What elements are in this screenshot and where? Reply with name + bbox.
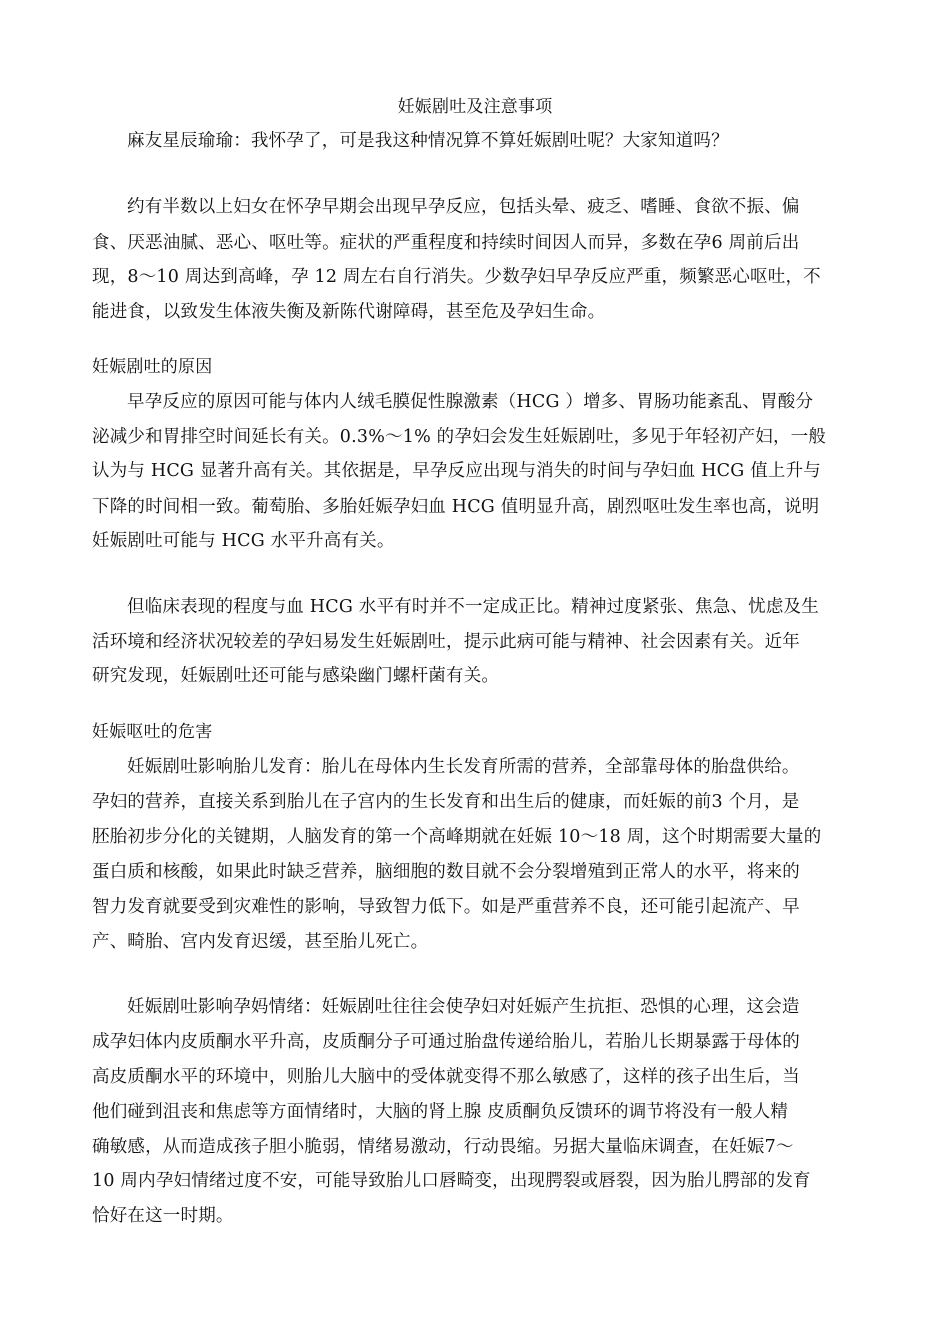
causes-para2-line: 活环境和经济状况较差的孕妇易发生妊娠剧吐，提示此病可能与精神、社会因素有关。近年 (92, 632, 800, 652)
harm-para2-line: 高皮质酮水平的环境中，则胎儿大脑中的受体就变得不那么敏感了，这样的孩子出生后，当 (92, 1067, 800, 1087)
causes-para2-line: 研究发现，妊娠剧吐还可能与感染幽门螺杆菌有关。 (92, 666, 500, 686)
harm-para2-line: 10 周内孕妇情绪过度不安，可能导致胎儿口唇畸变，出现腭裂或唇裂，因为胎儿腭部的发育 (92, 1171, 811, 1191)
harm-para1-line: 胚胎初步分化的关键期，人脑发育的第一个高峰期就在妊娠 10～18 周，这个时期需要大量的 (92, 827, 822, 847)
intro-line: 食、厌恶油腻、恶心、呕吐等。症状的严重程度和持续时间因人而异，多数在孕6 周前后出 (92, 233, 800, 253)
harm-para1-line: 妊娠剧吐影响胎儿发育：胎儿在母体内生长发育所需的营养，全部靠母体的胎盘供给。 (127, 757, 800, 777)
harm-para1-line: 智力发育就要受到灾难性的影响，导致智力低下。如是严重营养不良，还可能引起流产、早 (92, 897, 800, 917)
section-heading-harm: 妊娠呕吐的危害 (92, 722, 213, 742)
causes-para2-line: 但临床表现的程度与血 HCG 水平有时并不一定成正比。精神过度紧张、焦急、忧虑及生 (127, 597, 819, 617)
intro-line: 现，8～10 周达到高峰，孕 12 周左右自行消失。少数孕妇早孕反应严重，频繁恶心呕吐，不 (92, 267, 821, 287)
harm-para1-line: 产、畸胎、宫内发育迟缓，甚至胎儿死亡。 (92, 932, 429, 952)
intro-line: 能进食，以致发生体液失衡及新陈代谢障碍，甚至危及孕妇生命。 (92, 302, 606, 322)
harm-para2-line: 确敏感，从而造成孩子胆小脆弱，情绪易激动，行动畏缩。另据大量临床调查，在妊娠7～ (92, 1137, 794, 1157)
causes-para1-line: 下降的时间相一致。葡萄胎、多胎妊娠孕妇血 HCG 值明显升高，剧烈呕吐发生率也高，说明 (92, 497, 820, 517)
harm-para2-line: 恰好在这一时期。 (92, 1206, 234, 1226)
document-title: 妊娠剧吐及注意事项 (397, 97, 553, 117)
question-line: 麻友星辰瑜瑜：我怀孕了，可是我这种情况算不算妊娠剧吐呢？大家知道吗？ (127, 131, 729, 151)
harm-para2-line: 成孕妇体内皮质酮水平升高，皮质酮分子可通过胎盘传递给胎儿，若胎儿长期暴露于母体的 (92, 1032, 800, 1052)
causes-para1-line: 认为与 HCG 显著升高有关。其依据是，早孕反应出现与消失的时间与孕妇血 HCG 值上升与 (92, 461, 822, 481)
causes-para1-line: 泌减少和胃排空时间延长有关。0.3%～1% 的孕妇会发生妊娠剧吐，多见于年轻初产妇，一般 (92, 427, 827, 447)
causes-para1-line: 早孕反应的原因可能与体内人绒毛膜促性腺激素（HCG ）增多、胃肠功能紊乱、胃酸分 (127, 392, 814, 412)
harm-para1-line: 孕妇的营养，直接关系到胎儿在子宫内的生长发育和出生后的健康，而妊娠的前3 个月，是 (92, 792, 800, 812)
harm-para1-line: 蛋白质和核酸，如果此时缺乏营养，脑细胞的数目就不会分裂增殖到正常人的水平，将来的 (92, 862, 800, 882)
intro-line: 约有半数以上妇女在怀孕早期会出现早孕反应，包括头晕、疲乏、嗜睡、食欲不振、偏 (127, 197, 800, 217)
harm-para2-line: 他们碰到沮丧和焦虑等方面情绪时，大脑的肾上腺 皮质酮负反馈环的调节将没有一般人精 (92, 1102, 789, 1122)
section-heading-causes: 妊娠剧吐的原因 (92, 357, 213, 377)
causes-para1-line: 妊娠剧吐可能与 HCG 水平升高有关。 (92, 531, 395, 551)
harm-para2-line: 妊娠剧吐影响孕妈情绪：妊娠剧吐往往会使孕妇对妊娠产生抗拒、恐惧的心理，这会造 (127, 997, 800, 1017)
